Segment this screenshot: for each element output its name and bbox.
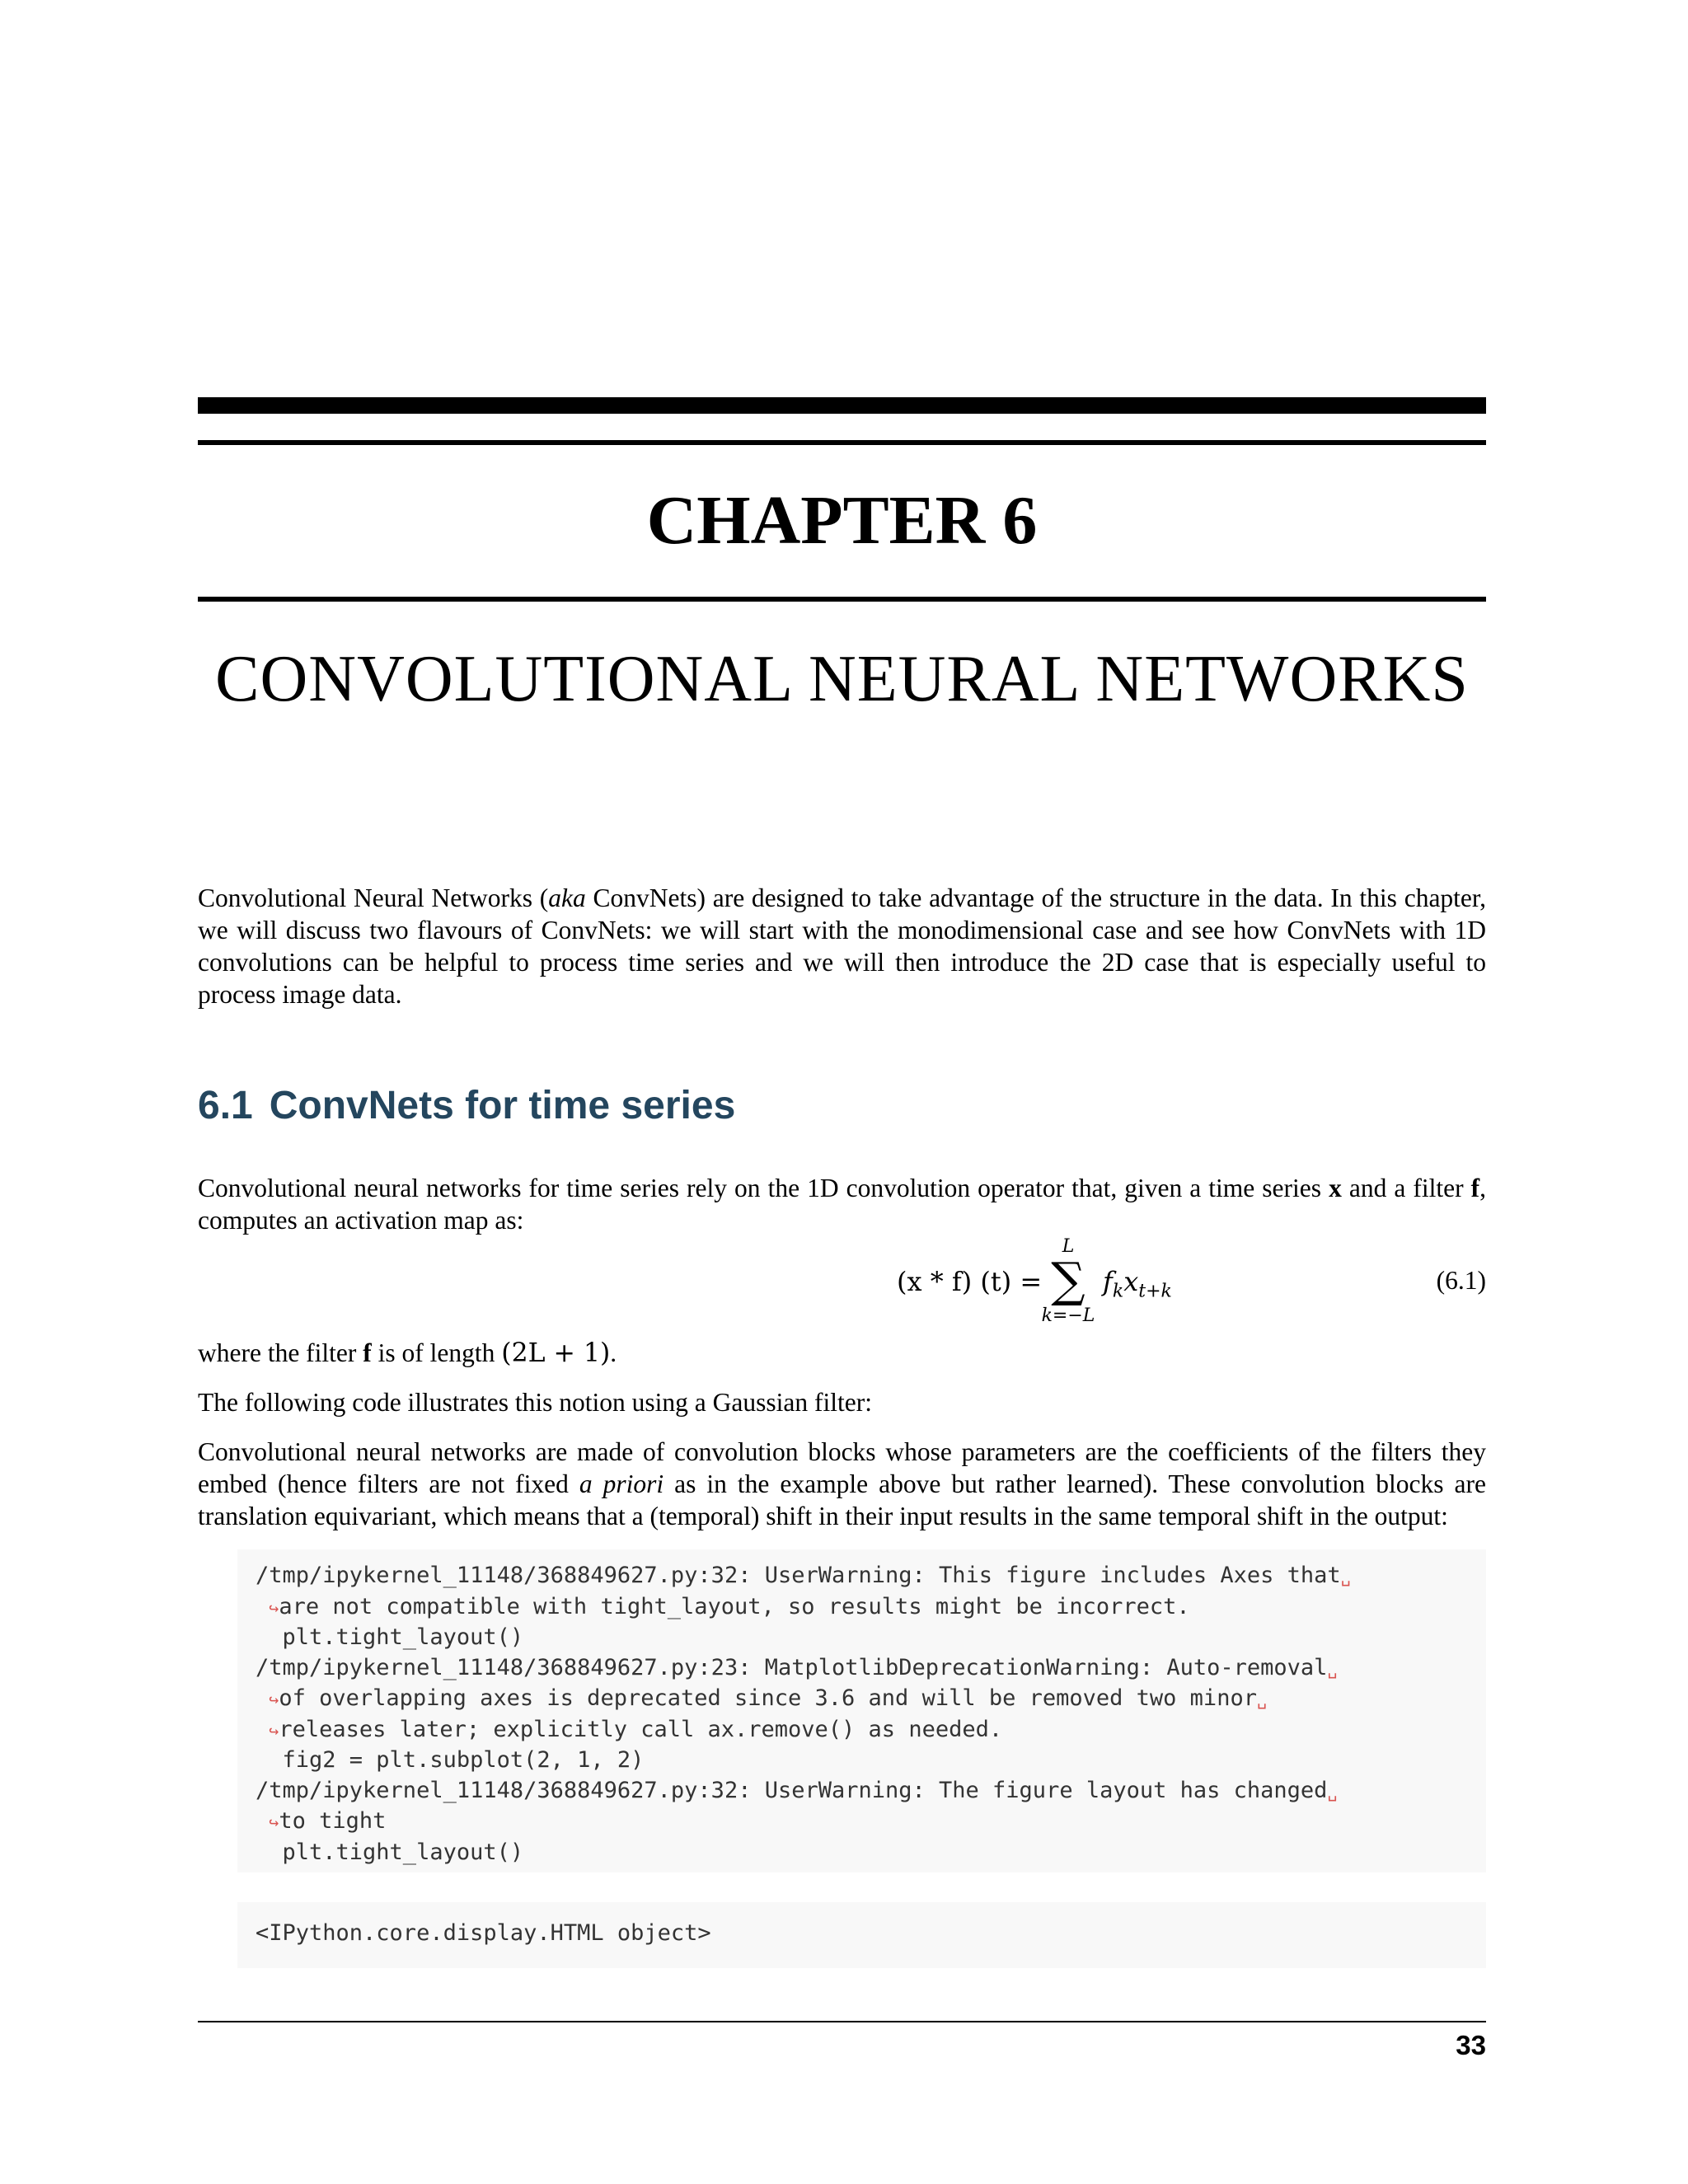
section-heading [198, 1081, 735, 1131]
code-line: fig2 = plt.subplot(2, 1, 2) [256, 1747, 645, 1773]
code-output-block [237, 1549, 1486, 1872]
sum-lower-limit: k=−L [1041, 1305, 1095, 1326]
definition-paragraph: Convolutional neural networks for time series rely on the 1D convolution operator that, given a time series x and a filter f, computes an activation map as: [198, 1174, 1486, 1235]
code-line: /tmp/ipykernel_11148/368849627.py:23: MatplotlibDeprecationWarning: Auto-removal␣ [256, 1654, 1338, 1680]
code-line: /tmp/ipykernel_11148/368849627.py:32: UserWarning: This figure includes Axes that␣ [256, 1563, 1351, 1588]
equation-rhs: $f_kx_{t+k}$ [1103, 1266, 1172, 1302]
chapter-top-rule-thick [198, 397, 1486, 414]
section-number: 6.1 [198, 1084, 253, 1127]
code-line: plt.tight_layout() [256, 1624, 524, 1650]
code-line: ↪to tight [269, 1808, 387, 1834]
chapter-title: CONVOLUTIONAL NEURAL NETWORKS [215, 643, 1469, 715]
code-line: ↪of overlapping axes is deprecated since 3.6 and will be removed two minor␣ [269, 1685, 1268, 1711]
section-title: ConvNets for time series [269, 1084, 736, 1127]
chapter-top-rule-thin [198, 440, 1486, 445]
chapter-label: CHAPTER 6 [646, 482, 1038, 559]
gaussian-note-paragraph: The following code illustrates this notion using a Gaussian filter: [198, 1388, 872, 1417]
html-output-block [237, 1902, 1486, 1968]
code-line: /tmp/ipykernel_11148/368849627.py:32: UserWarning: The figure layout has changed␣ [256, 1777, 1338, 1803]
sigma-symbol: ∑ [1051, 1252, 1085, 1308]
intro-paragraph: Convolutional Neural Networks (aka ConvNets) are designed to take advantage of the structure in the data. In this chapter, we will discuss two flavours of ConvNets: we will start with the monodimensional case and see how ConvNets with 1D convolutions can be helpful to process time series and we will then introduce the 2D case that is especially useful to process image data. [198, 883, 1487, 1009]
equation-number: (6.1) [1436, 1266, 1486, 1295]
footer-rule [198, 2021, 1486, 2022]
convolution-equation [198, 1236, 1486, 1343]
equation-lhs: (x * f) (t) = [897, 1266, 1043, 1297]
page-number: 33 [1456, 2030, 1486, 2060]
code-line: plt.tight_layout() [256, 1839, 524, 1865]
code-line: ↪releases later; explicitly call ax.remove() as needed. [269, 1716, 1003, 1742]
code-line: ↪are not compatible with tight_layout, so results might be incorrect. [269, 1593, 1190, 1619]
translation-equivariance-paragraph: Convolutional neural networks are made of convolution blocks whose parameters are the coefficients of the filters they embed (hence filters are not fixed a priori as in the example above but rather learned). These convolution blocks are translation equivariant, which means that a (temporal) shift in their input results in the same temporal shift in the output: [198, 1437, 1486, 1530]
filter-length-paragraph: where the filter f is of length (2L + 1). [198, 1338, 617, 1368]
sum-upper-limit: L [1062, 1236, 1075, 1257]
html-output-text: <IPython.core.display.HTML object> [256, 1920, 711, 1946]
chapter-bottom-rule [198, 597, 1486, 602]
